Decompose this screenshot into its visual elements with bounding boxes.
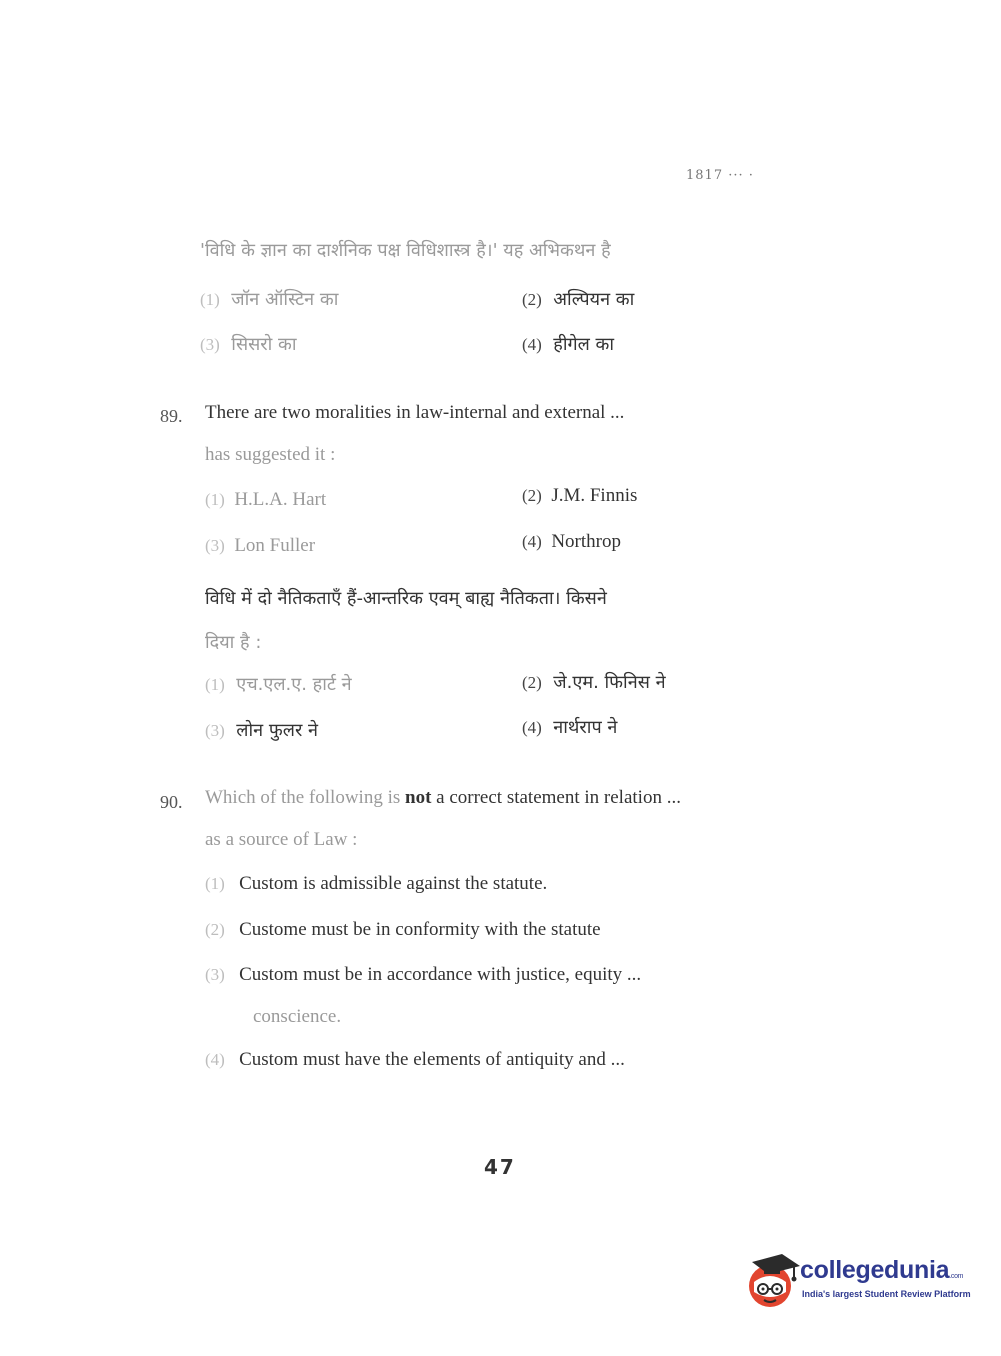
option-3-continuation: conscience. — [253, 1006, 342, 1027]
paper-code: 1817 ··· · — [686, 168, 754, 183]
hindi-option-3: (3) लोन फुलर ने — [205, 720, 319, 741]
page-number: 47 — [484, 1155, 516, 1179]
option-2: (2) J.M. Finnis — [522, 485, 638, 506]
emphasis-not: not — [405, 787, 432, 808]
logo-tagline: India's largest Student Review Platform — [802, 1289, 971, 1299]
option-3: (3) Custom must be in accordance with justice, equity ... — [205, 964, 642, 985]
hindi-option-4: (4) नार्थराप ने — [522, 717, 618, 738]
question-number: 90. — [160, 792, 183, 812]
option-4: (4) Custom must have the elements of antiquity and ... — [205, 1049, 625, 1070]
option-3: (3) सिसरो का — [200, 334, 297, 355]
question-90-line1: Which of the following is not a correct statement in relation ... — [205, 787, 681, 808]
hindi-option-2: (2) जे.एम. फिनिस ने — [522, 672, 666, 693]
question-90-line2: as a source of Law : — [205, 829, 358, 850]
question-89-line2: has suggested it : — [205, 444, 336, 465]
option-4: (4) हीगेल का — [522, 334, 615, 355]
option-4: (4) Northrop — [522, 531, 621, 552]
question-number: 89. — [160, 406, 183, 426]
logo-wordmark: collegedunia.com — [800, 1256, 964, 1284]
option-3: (3) Lon Fuller — [205, 535, 316, 556]
hindi-question-89-line2: दिया है : — [205, 632, 262, 653]
mascot-icon — [744, 1252, 802, 1314]
option-1: (1) H.L.A. Hart — [205, 489, 327, 510]
hindi-option-1: (1) एच.एल.ए. हार्ट ने — [205, 674, 352, 695]
question-89-line1: There are two moralities in law-internal and external ... — [205, 402, 625, 423]
option-2: (2) अल्पियन का — [522, 289, 635, 310]
collegedunia-logo[interactable] — [744, 1252, 974, 1312]
option-1: (1) जॉन ऑस्टिन का — [200, 289, 339, 310]
option-2: (2) Custome must be in conformity with the statute — [205, 919, 601, 940]
hindi-question-89-line1: विधि में दो नैतिकताएँ हैं-आन्तरिक एवम् बाह्य नैतिकता। किसने — [205, 588, 607, 609]
option-1: (1) Custom is admissible against the statute. — [205, 873, 548, 894]
hindi-question-88: 'विधि के ज्ञान का दार्शनिक पक्ष विधिशास्त्र है।' यह अभिकथन है — [200, 240, 611, 261]
